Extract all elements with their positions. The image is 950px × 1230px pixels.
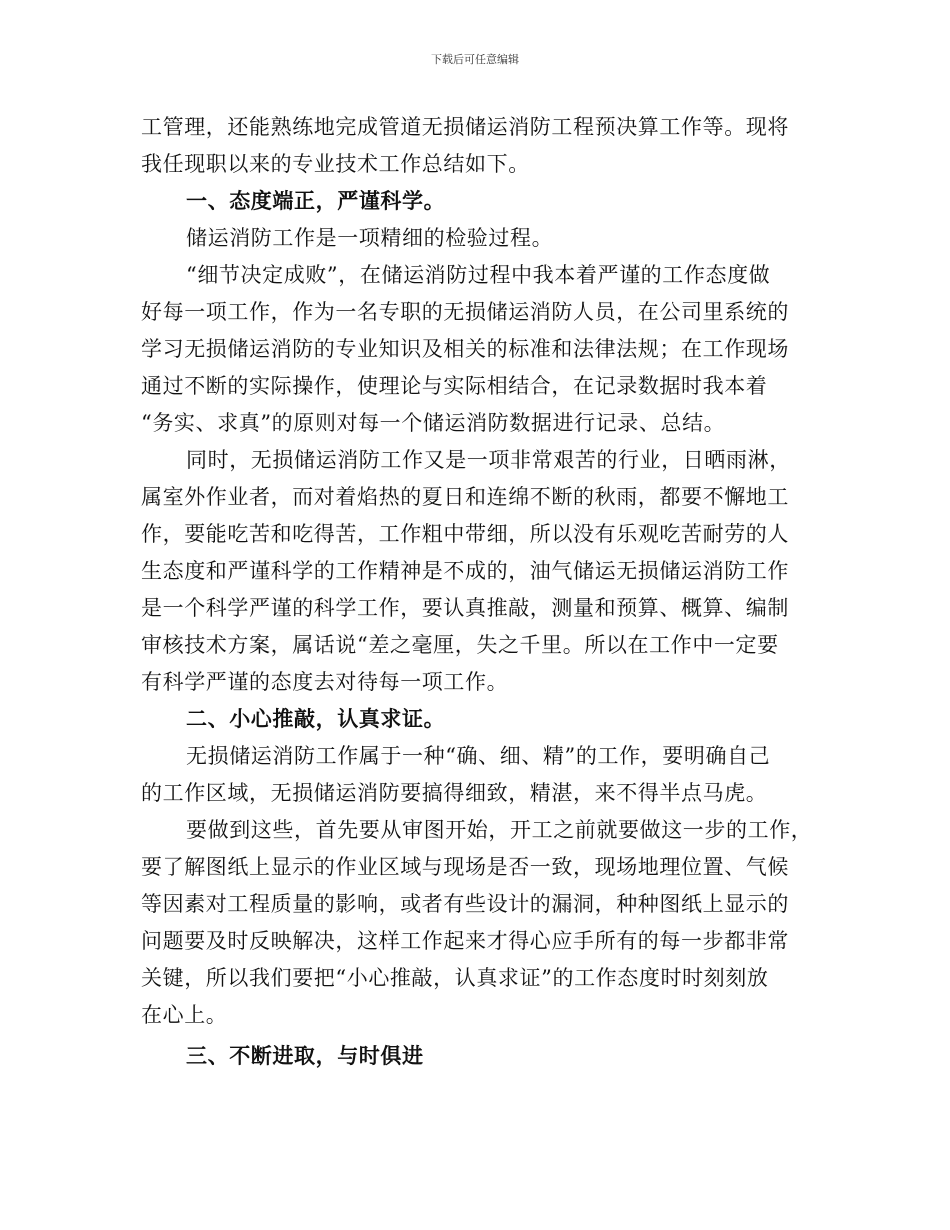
section-heading-1: 一、态度端正，严谨科学。: [186, 188, 446, 213]
text-line: 等因素对工程质量的影响，或者有些设计的漏洞，种种图纸上显示的: [141, 892, 789, 916]
text-line: “务实、求真”的原则对每一个储运消防数据进行记录、总结。: [141, 411, 726, 435]
text-line: 学习无损储运消防的专业知识及相关的标准和法律法规；在工作现场: [141, 337, 789, 361]
text-line: “细节决定成败”，在储运消防过程中我本着严谨的工作态度做: [186, 263, 771, 287]
text-line: 要做到这些，首先要从审图开始，开工之前就要做这一步的工作，: [186, 818, 813, 842]
text-line: 作，要能吃苦和吃得苦，工作粗中带细，所以没有乐观吃苦耐劳的人: [141, 522, 789, 546]
text-line: 好每一项工作，作为一名专职的无损储运消防人员，在公司里系统的: [141, 300, 789, 324]
text-line: 生态度和严谨科学的工作精神是不成的，油气储运无损储运消防工作: [141, 559, 789, 583]
text-line: 的工作区域，无损储运消防要搞得细致，精湛，来不得半点马虎。: [141, 781, 768, 805]
text-line: 关键，所以我们要把“小心推敲，认真求证”的工作态度时时刻刻放: [141, 966, 769, 990]
text-line: 工管理，还能熟练地完成管道无损储运消防工程预决算工作等。现将: [141, 115, 789, 139]
section-heading-2: 二、小心推敲，认真求证。: [186, 706, 446, 731]
text-line: 审核技术方案，属话说“差之毫厘，失之千里。所以在工作中一定要: [141, 633, 779, 657]
page-header-note: 下载后可任意编辑: [431, 53, 519, 66]
text-line: 在心上。: [141, 1003, 228, 1027]
text-line: 是一个科学严谨的科学工作，要认真推敲，测量和预算、概算、编制: [141, 596, 789, 620]
text-line: 无损储运消防工作属于一种“确、细、精”的工作，要明确自己: [186, 744, 771, 768]
text-line: 储运消防工作是一项精细的检验过程。: [186, 226, 554, 250]
text-line: 属室外作业者，而对着焰热的夏日和连绵不断的秋雨，都要不懈地工: [141, 485, 789, 509]
text-line: 同时，无损储运消防工作又是一项非常艰苦的行业，日晒雨淋，: [186, 448, 791, 472]
text-line: 我任现职以来的专业技术工作总结如下。: [141, 152, 530, 176]
text-line: 要了解图纸上显示的作业区域与现场是否一致，现场地理位置、气候: [141, 855, 789, 879]
text-line: 问题要及时反映解决，这样工作起来才得心应手所有的每一步都非常: [141, 929, 789, 953]
text-line: 通过不断的实际操作，使理论与实际相结合，在记录数据时我本着: [141, 374, 768, 398]
section-heading-3: 三、不断进取，与时俱进: [186, 1043, 424, 1068]
text-line: 有科学严谨的态度去对待每一项工作。: [141, 670, 509, 694]
